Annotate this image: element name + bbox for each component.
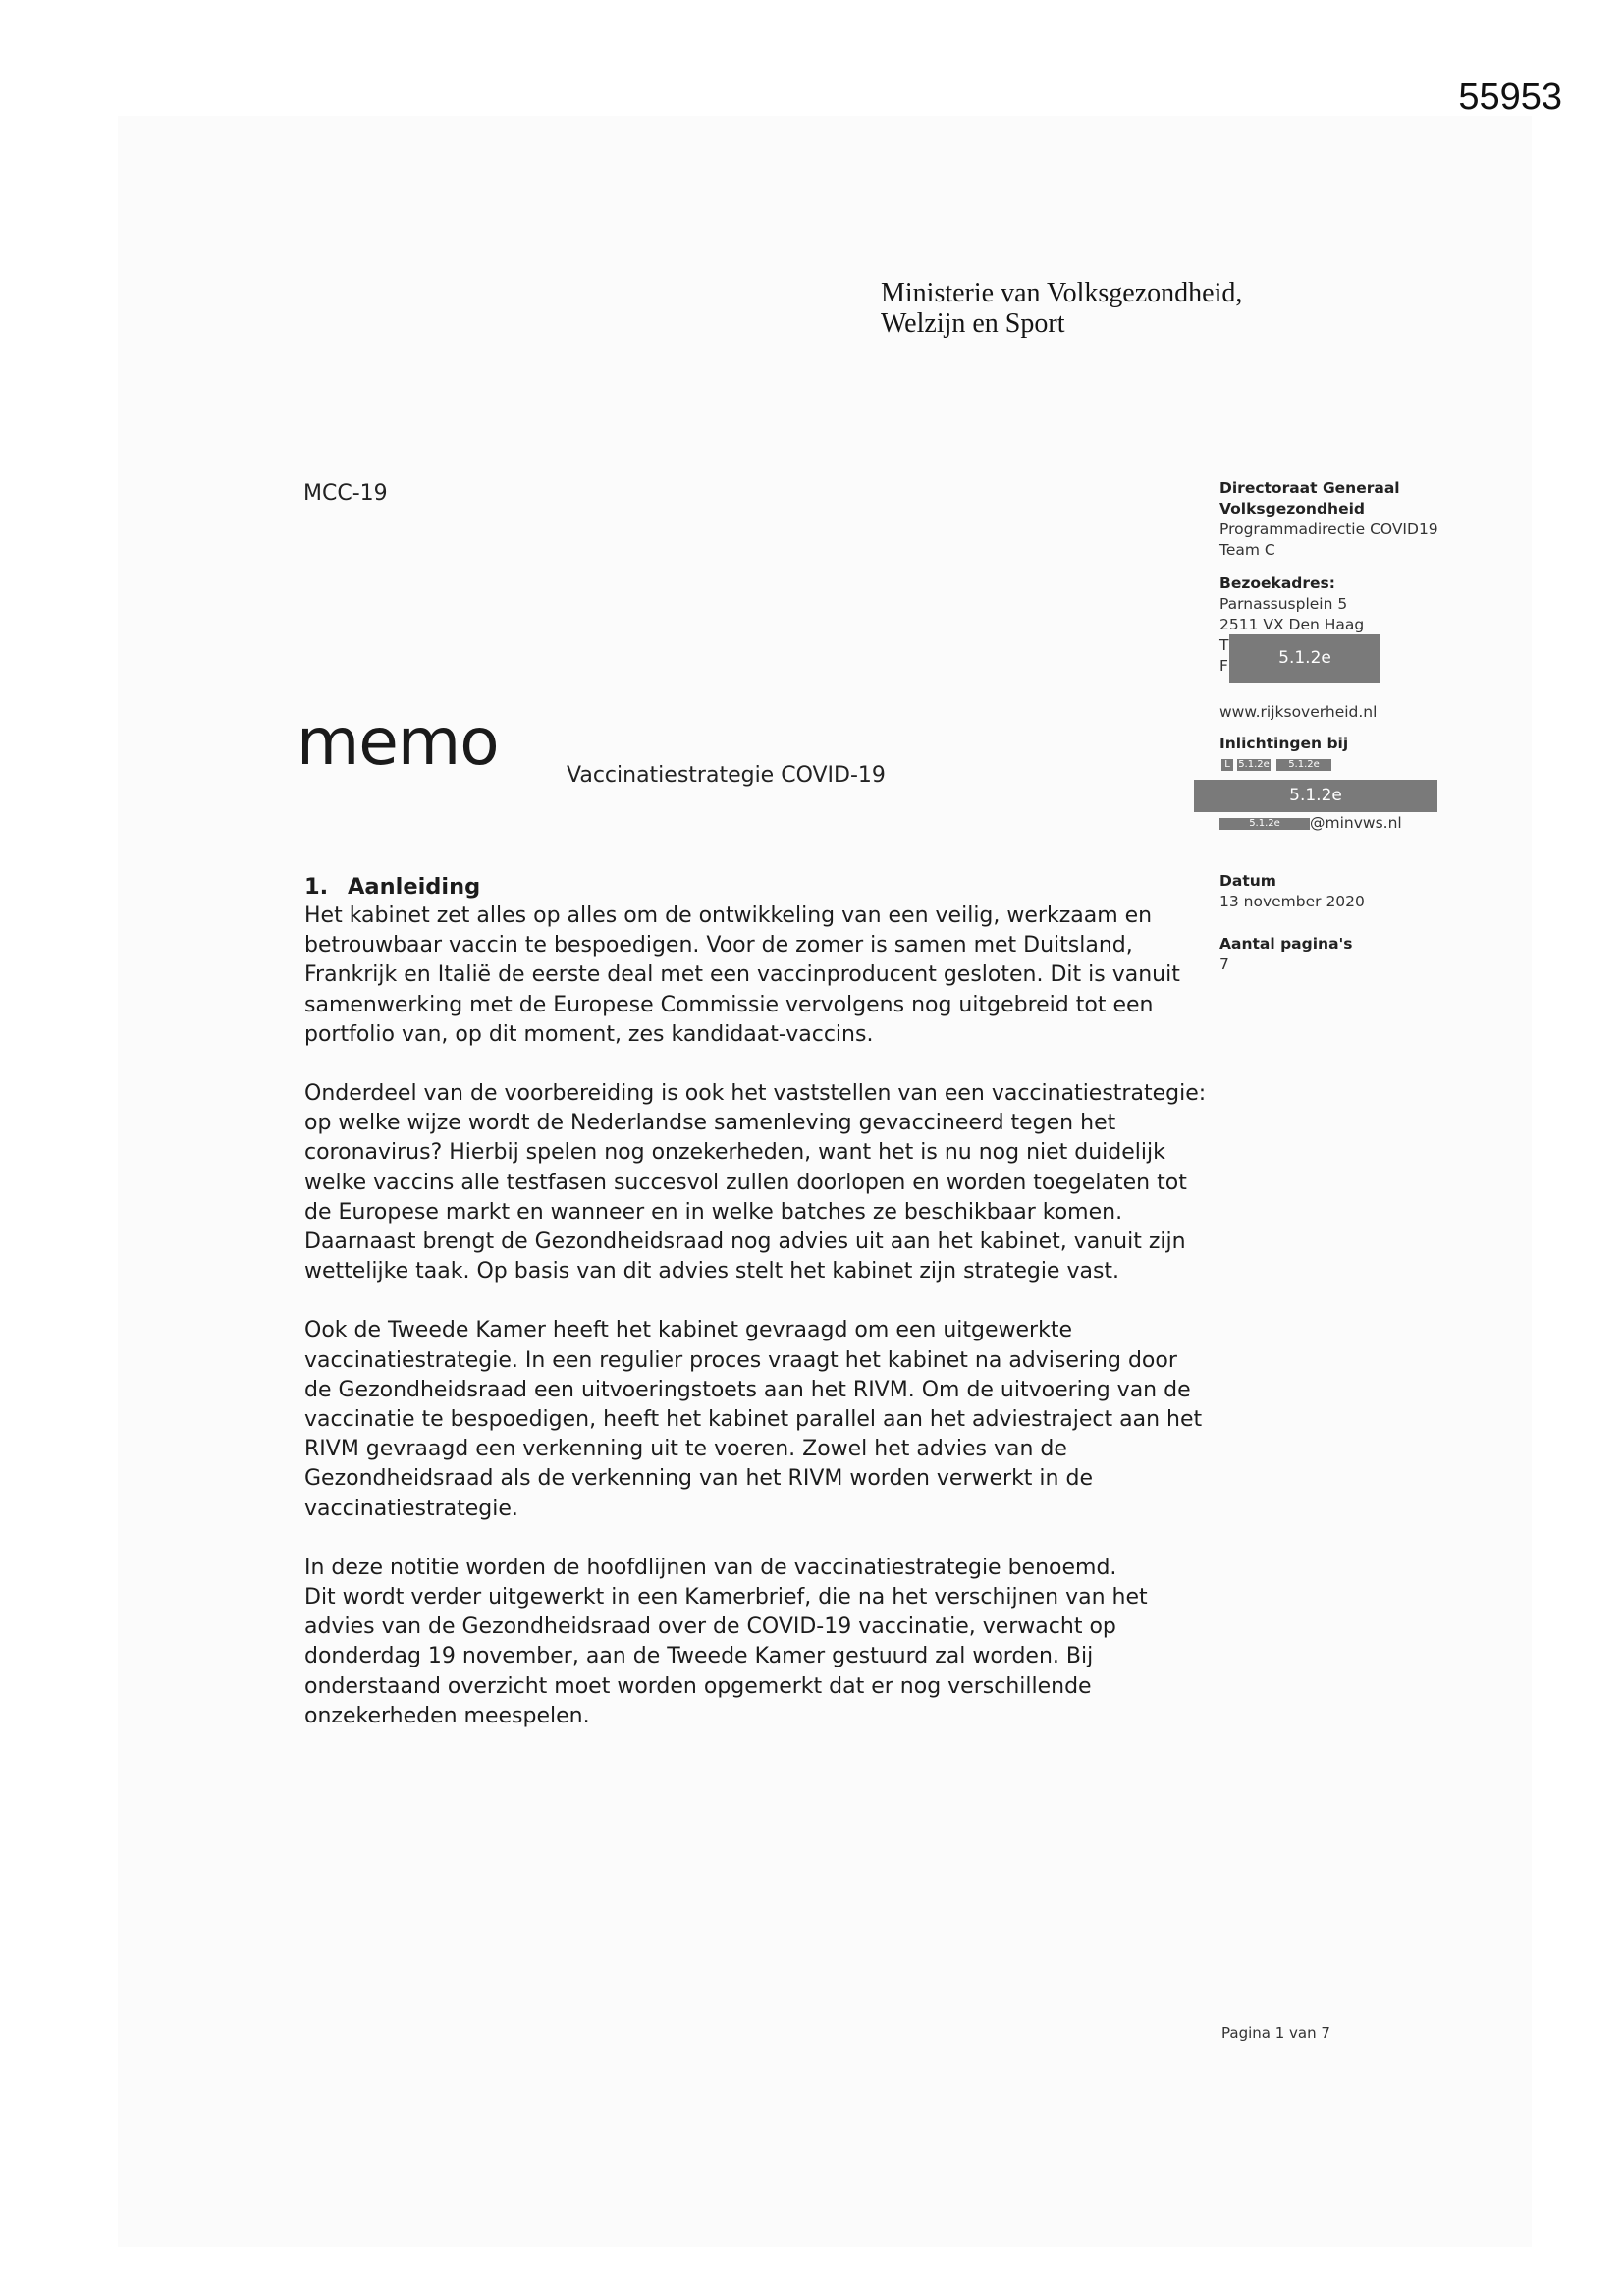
memo-subject: Vaccinatiestrategie COVID-19	[567, 763, 886, 788]
paragraph-line: vaccinatiestrategie.	[304, 1496, 518, 1521]
paragraph-line: Het kabinet zet alles op alles om de ontwikkeling van een veilig, werkzaam en	[304, 903, 1153, 928]
body-paragraph	[304, 1316, 1208, 1523]
memo-body	[304, 872, 1208, 1761]
paragraph-line: vaccinatiestrategie. In een regulier proces vraagt het kabinet na advisering door	[304, 1347, 1177, 1373]
sidebar-date	[1219, 871, 1514, 912]
org-line-1: Directoraat Generaal	[1219, 479, 1400, 497]
street: Parnassusplein 5	[1219, 595, 1348, 613]
paragraph-line: welke vaccins alle testfasen succesvol zullen doorlopen en worden toegelaten tot	[304, 1170, 1187, 1195]
paragraph-line: advies van de Gezondheidsraad over de COVID-19 vaccinatie, verwacht op	[304, 1614, 1116, 1640]
org-line-2: Volksgezondheid	[1219, 500, 1366, 518]
paragraph-line: samenwerking met de Europese Commissie vervolgens nog uitgebreid tot een	[304, 992, 1154, 1017]
info-heading: Inlichtingen bij	[1219, 735, 1349, 752]
paragraph-line: Frankrijk en Italië de eerste deal met een vaccinproducent gesloten. Dit is vanuit	[304, 962, 1180, 988]
paragraph-line: Dit wordt verder uitgewerkt in een Kamerbrief, die na het verschijnen van het	[304, 1585, 1148, 1611]
paragraph-line: wettelijke taak. Op basis van dit advies stelt het kabinet zijn strategie vast.	[304, 1259, 1120, 1285]
paragraph-line: RIVM gevraagd een verkenning uit te voeren. Zowel het advies van de	[304, 1437, 1067, 1462]
redaction-phone-fax: 5.1.2e	[1229, 634, 1380, 683]
org-line-4: Team C	[1219, 541, 1275, 559]
paragraph-line: onderstaand overzicht moet worden opgemerkt dat er nog verschillende	[304, 1673, 1092, 1699]
ministry-line-1: Ministerie van Volksgezondheid,	[881, 278, 1243, 308]
body-paragraph	[304, 1554, 1208, 1731]
page-footer: Pagina 1 van 7	[1221, 2024, 1330, 2042]
paragraph-line: de Gezondheidsraad een uitvoeringstoets aan het RIVM. Om de uitvoering van de	[304, 1377, 1191, 1402]
paragraph-line: In deze notitie worden de hoofdlijnen van de vaccinatiestrategie benoemd.	[304, 1555, 1117, 1580]
redaction-info-initial: L	[1221, 759, 1233, 771]
org-line-3: Programmadirectie COVID19	[1219, 520, 1438, 538]
phone-prefix: T	[1219, 636, 1229, 654]
paragraph-line: Gezondheidsraad als de verkenning van het RIVM worden verwerkt in de	[304, 1466, 1093, 1492]
paragraphs	[304, 902, 1208, 1731]
email-suffix: @minvws.nl	[1310, 814, 1402, 832]
paragraph-line: coronavirus? Hierbij spelen nog onzekerheden, want het is nu nog niet duidelijk	[304, 1140, 1165, 1166]
redaction-info-small-a: 5.1.2e	[1238, 759, 1270, 770]
fax-prefix: F	[1219, 657, 1228, 675]
postal-code: 2511 VX Den Haag	[1219, 616, 1365, 633]
section-title: Aanleiding	[348, 874, 481, 900]
paragraph-line: Onderdeel van de voorbereiding is ook het vaststellen van een vaccinatiestrategie:	[304, 1081, 1207, 1107]
pages-heading: Aantal pagina's	[1219, 935, 1353, 953]
paragraph-line: donderdag 19 november, aan de Tweede Kamer gestuurd zal worden. Bij	[304, 1644, 1094, 1669]
paragraph-line: Ook de Tweede Kamer heeft het kabinet gevraagd om een uitgewerkte	[304, 1318, 1072, 1343]
date-heading: Datum	[1219, 872, 1276, 890]
reference-code: MCC-19	[303, 481, 388, 506]
pages-value: 7	[1219, 956, 1229, 973]
redaction-email: 5.1.2e	[1219, 818, 1310, 830]
paragraph-line: betrouwbaar vaccin te bespoedigen. Voor de zomer is samen met Duitsland,	[304, 933, 1133, 958]
sidebar-info	[1219, 734, 1514, 754]
sidebar-pages	[1219, 934, 1514, 975]
paragraph-line: onzekerheden meespelen.	[304, 1703, 590, 1728]
memo-label: memo	[297, 704, 499, 780]
paragraph-line: vaccinatie te bespoedigen, heeft het kabinet parallel aan het adviestraject aan het	[304, 1407, 1203, 1433]
ministry-line-2: Welzijn en Sport	[881, 308, 1065, 339]
document-number: 55953	[1458, 77, 1562, 118]
body-paragraph	[304, 1079, 1208, 1286]
ministry-logo-text	[881, 278, 1242, 339]
paragraph-line: op welke wijze wordt de Nederlandse samenleving gevaccineerd tegen het	[304, 1111, 1116, 1136]
sidebar-organisation	[1219, 478, 1514, 561]
date-value: 13 november 2020	[1219, 893, 1365, 910]
paragraph-line: Daarnaast brengt de Gezondheidsraad nog advies uit aan het kabinet, vanuit zijn	[304, 1230, 1186, 1255]
redaction-info-name: 5.1.2e	[1194, 780, 1437, 812]
website: www.rijksoverheid.nl	[1219, 703, 1378, 721]
redaction-info-small-b: 5.1.2e	[1276, 759, 1331, 771]
visit-heading: Bezoekadres:	[1219, 574, 1335, 592]
paragraph-line: portfolio van, op dit moment, zes kandidaat-vaccins.	[304, 1021, 874, 1047]
body-paragraph	[304, 902, 1208, 1050]
section-number: 1.	[304, 874, 329, 900]
paragraph-line: de Europese markt en wanneer en in welke batches ze beschikbaar komen.	[304, 1199, 1123, 1225]
section-heading	[304, 872, 1208, 902]
